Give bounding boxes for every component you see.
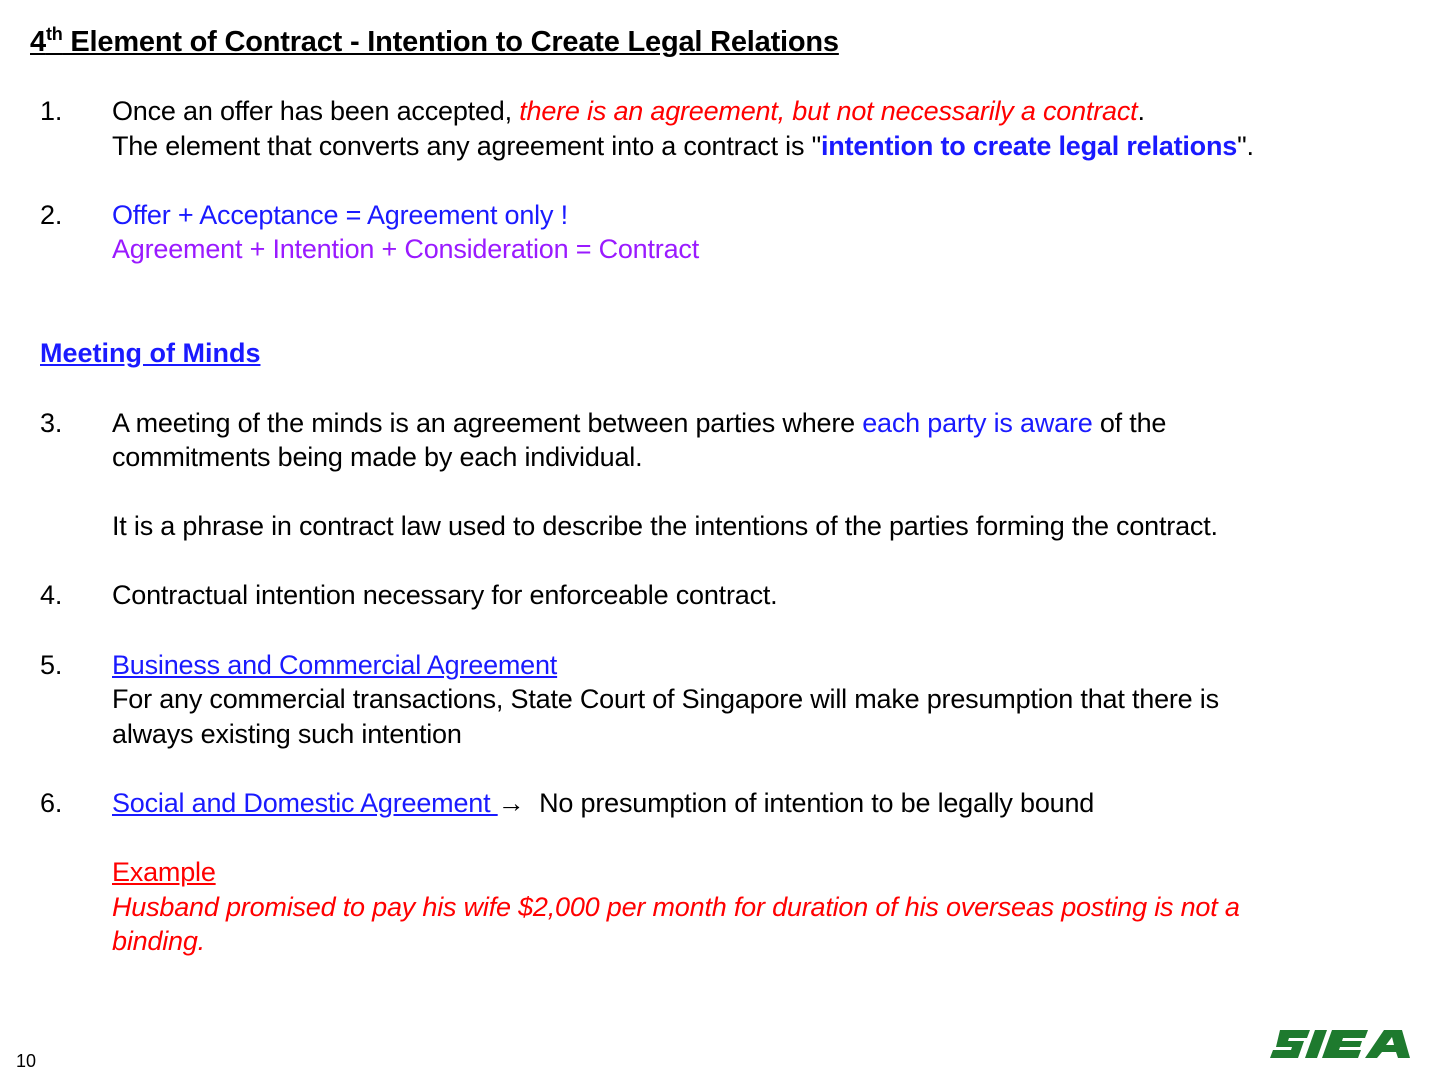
- item-2-number: 2.: [40, 200, 63, 230]
- item-3-line-1-text: A meeting of the minds is an agreement between parties where: [112, 408, 863, 438]
- item-5-number: 5.: [40, 650, 63, 680]
- title-number: 4: [30, 26, 46, 58]
- social-agreement-link[interactable]: Social and Domestic Agreement: [112, 788, 498, 818]
- item-1-number: 1.: [40, 96, 63, 126]
- item-3-highlight: each party is aware: [862, 408, 1093, 438]
- item-6-line-1: [112, 786, 1094, 820]
- item-3-line-1: [112, 406, 1166, 440]
- item-1-bold-term: intention to create legal relations: [820, 131, 1238, 161]
- right-arrow-icon: →: [497, 788, 525, 818]
- item-6-line-1-end: No presumption of intention to be legally bound: [524, 788, 1095, 818]
- item-1-line-2: [112, 129, 1254, 163]
- item-1-line-1-text: Once an offer has been accepted,: [112, 96, 520, 126]
- section-heading-link[interactable]: Meeting of Minds: [40, 338, 261, 368]
- siea-logo: [1270, 1024, 1422, 1064]
- item-1-line-2-end: ".: [1237, 131, 1254, 161]
- item-3-line-2: commitments being made by each individual.: [112, 442, 643, 472]
- slide-title: [30, 26, 839, 59]
- item-3-line-3: It is a phrase in contract law used to describe the intentions of the parties forming the contract.: [112, 511, 1218, 541]
- item-1-line-2-text: The element that converts any agreement into a contract is ": [112, 131, 821, 161]
- title-superscript: th: [45, 24, 63, 44]
- item-6-number: 6.: [40, 788, 63, 818]
- item-2-line-1: Offer + Acceptance = Agreement only !: [112, 200, 568, 230]
- item-1-line-1-end: .: [1137, 96, 1145, 126]
- item-3-line-1-end: of the: [1092, 408, 1167, 438]
- example-line-1: Husband promised to pay his wife $2,000 per month for duration of his overseas posting is not a: [112, 892, 1240, 922]
- title-text: Element of Contract - Intention to Create Legal Relations: [62, 26, 839, 58]
- item-2-line-2: Agreement + Intention + Consideration = Contract: [112, 234, 700, 264]
- page-number: 10: [16, 1051, 37, 1071]
- business-agreement-link[interactable]: Business and Commercial Agreement: [112, 650, 558, 680]
- item-5-line-3: always existing such intention: [112, 719, 462, 749]
- item-3-number: 3.: [40, 408, 63, 438]
- item-1-emphasis: there is an agreement, but not necessarily a contract: [519, 96, 1138, 126]
- item-5-line-2: For any commercial transactions, State Court of Singapore will make presumption that there is: [112, 684, 1219, 714]
- item-4-number: 4.: [40, 580, 63, 610]
- example-label: Example: [112, 857, 216, 887]
- example-line-2: binding.: [112, 926, 205, 956]
- item-4-line-1: Contractual intention necessary for enforceable contract.: [112, 580, 778, 610]
- item-1-line-1: [112, 94, 1145, 128]
